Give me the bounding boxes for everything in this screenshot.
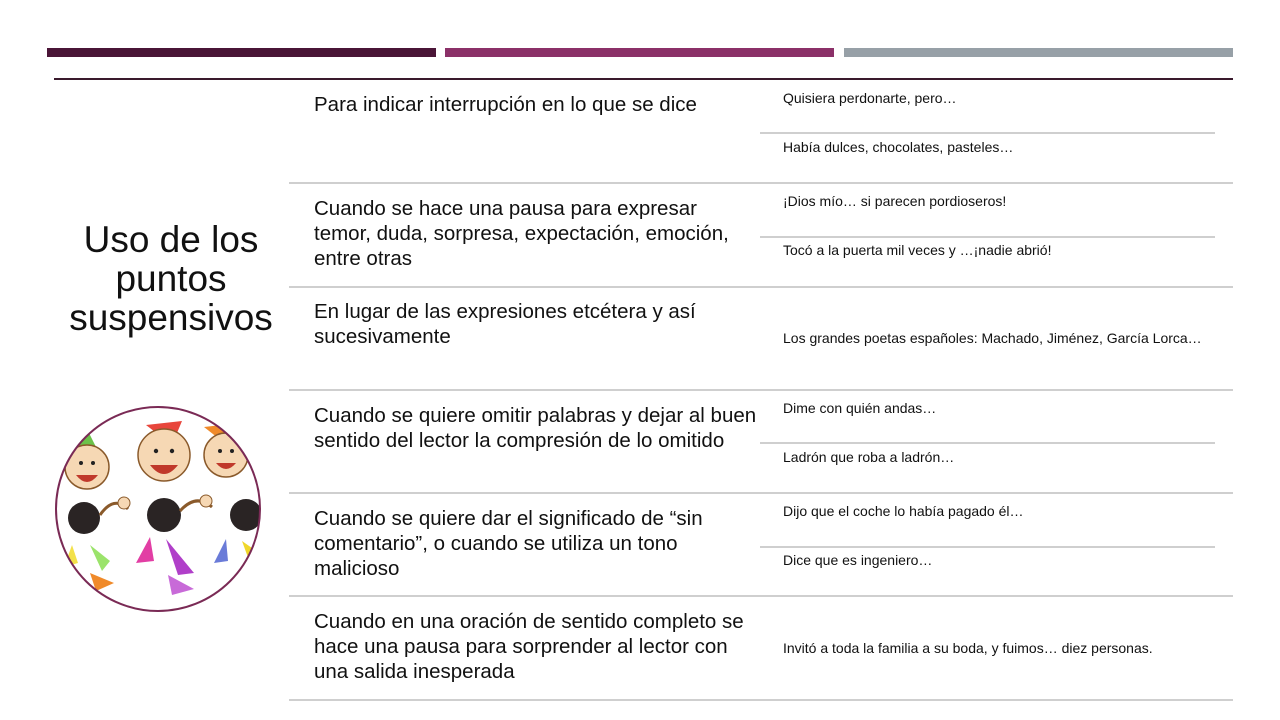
header-bar-dark (47, 48, 436, 57)
example-text: Dijo que el coche lo había pagado él… (783, 503, 1024, 519)
usage-text: Para indicar interrupción en lo que se dice (314, 93, 697, 116)
example-text: ¡Dios mío… si parecen pordioseros! (783, 193, 1007, 209)
example-divider (760, 132, 1215, 134)
slide-title-line: Uso de los (83, 219, 259, 260)
slide-title-line: puntos (115, 258, 227, 299)
children-holding-hands-illustration (54, 405, 262, 613)
example-text: Invitó a toda la familia a su boda, y fuimos… diez personas. (783, 640, 1153, 656)
example-divider (760, 442, 1215, 444)
row-divider (289, 699, 1233, 701)
example-text: Dime con quién andas… (783, 400, 937, 416)
usage-text: Cuando se hace una pausa para expresar temor, duda, sorpresa, expectación, emoción, entre otras (314, 197, 729, 270)
example-divider (760, 546, 1215, 548)
table-top-border (54, 78, 1233, 80)
usage-text: Cuando en una oración de sentido completo se hace una pausa para sorprender al lector con una salida inesperada (314, 610, 744, 683)
example-text: Había dulces, chocolates, pasteles… (783, 139, 1014, 155)
header-bar-gray (844, 48, 1233, 57)
usage-text: En lugar de las expresiones etcétera y así sucesivamente (314, 300, 696, 348)
slide-title-line: suspensivos (69, 297, 273, 338)
row-divider (289, 595, 1233, 597)
example-text: Ladrón que roba a ladrón… (783, 449, 955, 465)
header-bar-magenta (445, 48, 834, 57)
example-text: Quisiera perdonarte, pero… (783, 90, 957, 106)
row-divider (289, 492, 1233, 494)
children-illustration (54, 405, 262, 613)
row-divider (289, 182, 1233, 184)
example-text: Los grandes poetas españoles: Machado, Jiménez, García Lorca… (783, 330, 1202, 346)
usage-text: Cuando se quiere omitir palabras y dejar al buen sentido del lector la compresión de lo omitido (314, 404, 757, 452)
slide-title (54, 220, 288, 337)
usage-text: Cuando se quiere dar el significado de “sin comentario”, o cuando se utiliza un tono malicioso (314, 507, 703, 580)
row-divider (289, 389, 1233, 391)
example-text: Tocó a la puerta mil veces y …¡nadie abrió! (783, 242, 1052, 258)
example-text: Dice que es ingeniero… (783, 552, 933, 568)
row-divider (289, 286, 1233, 288)
example-divider (760, 236, 1215, 238)
